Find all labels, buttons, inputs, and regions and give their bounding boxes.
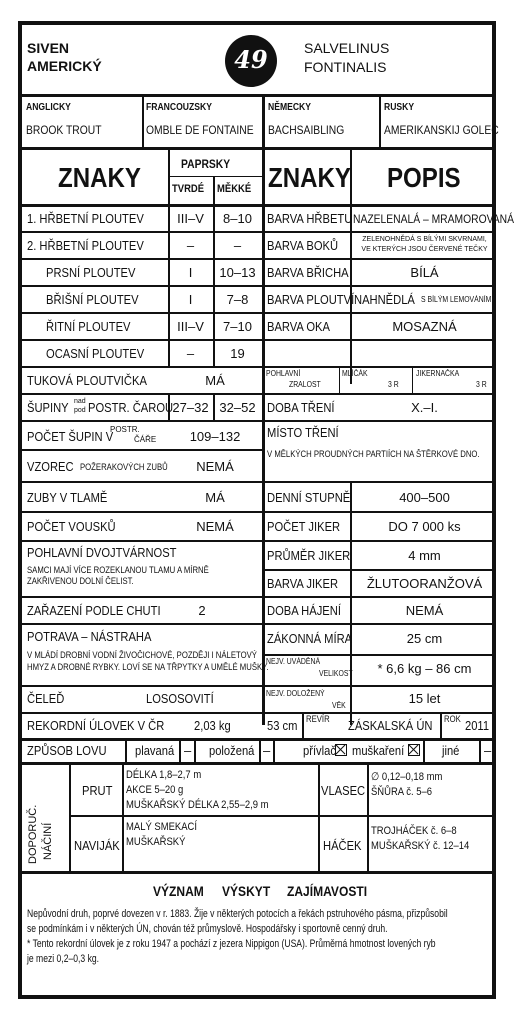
rod-line-3: MUŠKAŘSKÝ DÉLKA 2,55–2,9 m <box>126 799 269 811</box>
fin-hard-pectoral: I <box>188 265 193 280</box>
fin-soft-dorsal-2: – <box>233 238 242 253</box>
divider <box>22 685 262 687</box>
method-item-label: položená <box>209 743 255 758</box>
legal-size-value: 25 cm <box>406 631 443 646</box>
divider <box>22 258 262 260</box>
egg-count-value: DO 7 000 ks <box>388 519 461 534</box>
divider <box>69 815 492 817</box>
latin-name-line-1: SALVELINUS <box>304 40 390 56</box>
tackle-side-label-2: NÁČINÍ <box>42 822 54 860</box>
info-line: Nepůvodní druh, poprvé dovezen v r. 1883. Žije v některých potocích a řekách pstruhového pásma, přizpůsobil <box>27 908 448 920</box>
tackle-side-label-1: DOPORUČ. <box>27 804 39 864</box>
taste-label: ZAŘAZENÍ PODLE CHUTI <box>27 603 161 618</box>
name-french: OMBLE DE FONTAINE <box>146 123 254 137</box>
spawn-place-label: MÍSTO TŘENÍ <box>267 425 339 440</box>
maturity-label-b: ZRALOST <box>289 380 321 389</box>
method-item-label: jiné <box>442 743 460 758</box>
line-line-2: ŠŇŮRA č. 5–6 <box>371 786 432 798</box>
barbels-label: POČET VOUSKŮ <box>27 519 116 534</box>
info-heading-2: VÝSKYT <box>222 883 271 899</box>
divider <box>22 393 262 395</box>
czech-name-line-1: SIVEN <box>27 40 70 56</box>
roe-value: 3 R <box>476 380 487 389</box>
adipose-value: MÁ <box>205 373 225 388</box>
divider <box>423 740 425 762</box>
divider <box>262 231 492 233</box>
method-mark: – <box>184 743 192 758</box>
max-age-label-b: VĚK <box>332 701 346 710</box>
dimorphism-label: POHLAVNÍ DVOJTVÁRNOST <box>27 545 177 560</box>
degree-days-label: DENNÍ STUPNĚ <box>267 490 351 505</box>
teeth-label: ZUBY V TLAMĚ <box>27 490 108 505</box>
lang-label-french: FRANCOUZSKY <box>146 102 212 113</box>
method-checked-icon <box>408 744 420 756</box>
divider <box>22 762 492 765</box>
scales-below-value: 32–52 <box>219 400 256 415</box>
name-english: BROOK TROUT <box>26 123 102 137</box>
divider <box>122 764 124 871</box>
scale-count-sup: POSTR. <box>110 425 140 434</box>
divider <box>318 764 320 871</box>
roe-label: JIKERNAČKA <box>416 369 460 378</box>
divider <box>262 596 492 598</box>
divider <box>179 740 181 762</box>
method-mark: – <box>484 743 492 758</box>
right-heading-znaky: ZNAKY <box>268 162 351 193</box>
divider <box>262 685 492 687</box>
lang-label-english: ANGLICKY <box>26 102 71 113</box>
divider <box>22 449 262 451</box>
record-year-value: 2011 <box>465 718 490 733</box>
max-age-value: 15 let <box>408 691 441 706</box>
divider <box>367 764 369 871</box>
egg-color-label: BARVA JIKER <box>267 576 339 591</box>
divider <box>22 285 262 287</box>
divider <box>262 481 492 483</box>
divider <box>22 147 492 150</box>
hook-line-2: MUŠKAŘSKÝ č. 12–14 <box>371 840 470 852</box>
divider <box>22 231 262 233</box>
eye-color-value: MOSAZNÁ <box>392 319 457 334</box>
reel-label: NAVIJÁK <box>74 838 120 853</box>
milt-value: 3 R <box>388 380 399 389</box>
back-color-label: BARVA HŘBETU <box>267 211 353 226</box>
formula-label: VZOREC <box>27 459 74 474</box>
divider <box>262 540 492 542</box>
scales-label-b: POSTR. ČAROU <box>88 400 174 415</box>
record-weight: 2,03 kg <box>194 718 231 733</box>
fin-soft-ventral: 7–8 <box>226 292 249 307</box>
record-revir-label: REVÍR <box>306 714 330 724</box>
lang-label-german: NĚMECKY <box>268 102 312 113</box>
fin-hard-dorsal-2: – <box>186 238 195 253</box>
heading-tvrde: TVRDÉ <box>172 183 205 195</box>
right-heading-popis: POPIS <box>387 162 461 193</box>
tackle-side-label <box>22 764 69 871</box>
divider <box>262 623 492 625</box>
divider <box>22 339 262 341</box>
scale-count-value: 109–132 <box>189 429 241 444</box>
card-number-badge <box>225 35 277 87</box>
food-label: POTRAVA – NÁSTRAHA <box>27 629 152 644</box>
rod-line-1: DÉLKA 1,8–2,7 m <box>126 769 202 781</box>
divider <box>259 740 261 762</box>
scale-count-sub: ČÁŘE <box>134 435 157 444</box>
teeth-value: MÁ <box>205 490 225 505</box>
sides-color-value-1: ZELENOHNĚDÁ S BÍLÝMI SKVRNAMI, <box>362 236 487 243</box>
degree-days-value: 400–500 <box>399 490 450 505</box>
divider <box>262 339 492 341</box>
fin-label-ventral: BŘIŠNÍ PLOUTEV <box>46 292 139 307</box>
heading-paprsky: PAPRSKY <box>181 157 231 171</box>
belly-color-label: BARVA BŘICHA <box>267 265 349 280</box>
fin-soft-pectoral: 10–13 <box>219 265 256 280</box>
divider <box>22 540 262 542</box>
divider <box>379 96 381 147</box>
hook-line-1: TROJHÁČEK č. 6–8 <box>371 825 457 837</box>
fin-soft-anal: 7–10 <box>223 319 252 334</box>
spawn-time-label: DOBA TŘENÍ <box>267 400 335 415</box>
rod-label: PRUT <box>82 783 113 798</box>
divider <box>22 511 262 513</box>
info-heading-1: VÝZNAM <box>153 883 204 899</box>
record-label: REKORDNÍ ÚLOVEK V ČR <box>27 718 165 733</box>
fin-hard-dorsal-1: III–V <box>177 211 204 226</box>
name-german: BACHSAIBLING <box>268 123 345 137</box>
fins-color-small: S BÍLÝM LEMOVÁNÍM <box>421 295 492 304</box>
scales-above-value: 27–32 <box>172 400 209 415</box>
divider <box>142 96 144 147</box>
divider <box>262 569 492 571</box>
divider <box>22 712 492 714</box>
closed-season-value: NEMÁ <box>405 603 444 618</box>
formula-small: POŽERAKOVÝCH ZUBŮ <box>80 462 168 472</box>
max-size-value: * 6,6 kg – 86 cm <box>377 661 472 676</box>
left-heading-znaky: ZNAKY <box>58 162 141 193</box>
card-number: 49 <box>234 45 268 74</box>
record-length: 53 cm <box>267 718 298 733</box>
eye-color-label: BARVA OKA <box>267 319 330 334</box>
line-line-1: ∅ 0,12–0,18 mm <box>371 771 443 783</box>
maturity-label-a: POHLAVNÍ <box>266 369 301 378</box>
divider <box>69 764 71 871</box>
fin-hard-anal: III–V <box>177 319 204 334</box>
scale-count-label: POČET ŠUPIN V <box>27 429 114 444</box>
method-item-label: plavaná <box>135 743 175 758</box>
divider <box>22 623 262 625</box>
taste-value: 2 <box>198 603 206 618</box>
name-russian: AMERIKANSKIJ GOLEC <box>384 123 499 137</box>
czech-name-line-2: AMERICKÝ <box>27 58 102 74</box>
divider <box>440 712 442 738</box>
info-heading-3: ZAJÍMAVOSTI <box>287 883 368 899</box>
reel-line-2: MUŠKAŘSKÝ <box>126 836 186 848</box>
divider <box>412 366 413 393</box>
fin-soft-caudal: 19 <box>230 346 245 361</box>
divider <box>350 149 352 204</box>
divider <box>350 481 352 725</box>
egg-count-label: POČET JIKER <box>267 519 341 534</box>
info-line: * Tento rekordní úlovek je z roku 1947 a pochází z jezera Nippigon (USA). Průměrná hmotnost lovených ryb <box>27 938 436 950</box>
legal-size-label: ZÁKONNÁ MÍRA <box>267 631 353 646</box>
formula-value: NEMÁ <box>196 459 234 474</box>
food-text-1: V MLÁDÍ DROBNÍ VODNÍ ŽIVOČICHOVÉ, POZDĚJI I NÁLETOVÝ <box>27 650 257 660</box>
divider <box>22 596 262 598</box>
max-size-label-b: VELIKOST <box>319 669 353 678</box>
family-value: LOSOSOVITÍ <box>146 691 214 706</box>
latin-name-line-2: FONTINALIS <box>304 59 387 75</box>
adipose-label: TUKOVÁ PLOUTVIČKA <box>27 373 147 388</box>
divider <box>262 654 492 656</box>
divider <box>339 366 340 393</box>
method-checked-icon <box>335 744 347 756</box>
spawn-place-text: V MĚLKÝCH PROUDNÝCH PARTIÍCH NA ŠTĚRKOVÉ DNO. <box>267 449 480 459</box>
info-line: je mezi 0,2–0,3 kg. <box>27 953 100 965</box>
family-label: ČELEĎ <box>27 691 65 706</box>
divider <box>262 149 265 725</box>
info-line: se podmínkám i v některých ÚN, chován též průmyslově. Hospodářsky i sportovně cenný druh. <box>27 923 388 935</box>
fin-hard-caudal: – <box>186 346 195 361</box>
fin-soft-dorsal-1: 8–10 <box>223 211 252 226</box>
food-text-2: HMYZ A DROBNÉ RYBKY. LOVÍ SE NA TŘPYTKY A UMĚLÉ MUŠKY. <box>27 662 269 672</box>
fins-color-value: NAHNĚDLÁ <box>354 292 415 307</box>
divider <box>22 871 492 874</box>
egg-color-value: ŽLUTOORANŽOVÁ <box>366 576 483 591</box>
divider <box>262 312 492 314</box>
divider <box>273 740 275 762</box>
divider <box>22 94 492 97</box>
egg-diameter-label: PRŮMĚR JIKER <box>267 548 351 563</box>
dimorphism-text-2: ZAKŘIVENOU DOLNÍ ČELIST. <box>27 576 134 586</box>
divider <box>194 740 196 762</box>
divider <box>22 312 262 314</box>
barbels-value: NEMÁ <box>196 519 234 534</box>
fish-card <box>18 21 514 999</box>
fin-label-dorsal-2: 2. HŘBETNÍ PLOUTEV <box>27 238 144 253</box>
divider <box>262 96 265 147</box>
lang-label-russian: RUSKY <box>384 102 415 113</box>
spawn-time-value: X.–I. <box>411 400 438 415</box>
method-item-label: muškaření <box>352 743 405 758</box>
back-color-value: NAZELENALÁ – MRAMOROVANÁ <box>353 212 514 226</box>
divider <box>125 740 127 762</box>
divider <box>22 420 262 422</box>
method-label: ZPŮSOB LOVU <box>27 743 107 758</box>
fin-label-dorsal-1: 1. HŘBETNÍ PLOUTEV <box>27 211 144 226</box>
divider <box>262 258 492 260</box>
divider <box>168 176 262 177</box>
divider <box>22 366 262 368</box>
divider <box>262 511 492 513</box>
dimorphism-text-1: SAMCI MAJÍ VÍCE ROZEKLANOU TLAMU A MÍRNĚ <box>27 565 209 575</box>
record-year-label: ROK <box>444 714 461 724</box>
reel-line-1: MALÝ SMEKACÍ <box>126 821 197 833</box>
closed-season-label: DOBA HÁJENÍ <box>267 603 341 618</box>
heading-mekke: MĚKKÉ <box>217 183 252 195</box>
sides-color-label: BARVA BOKŮ <box>267 238 339 253</box>
scales-label: ŠUPINY <box>27 400 69 415</box>
divider <box>262 285 492 287</box>
divider <box>302 712 304 738</box>
hook-label: HÁČEK <box>323 838 362 853</box>
divider <box>262 420 492 422</box>
fins-color-label: BARVA PLOUTVÍ <box>267 292 355 307</box>
max-size-label-a: NEJV. UVÁDĚNÁ <box>266 657 321 666</box>
divider <box>262 366 492 368</box>
method-item-label: přívlač <box>303 743 336 758</box>
rod-line-2: AKCE 5–20 g <box>126 784 184 796</box>
divider <box>479 740 481 762</box>
divider <box>22 481 262 483</box>
belly-color-value: BÍLÁ <box>410 265 439 280</box>
milt-label: MLÍČÁK <box>342 369 368 378</box>
egg-diameter-value: 4 mm <box>408 548 441 563</box>
divider <box>262 393 492 395</box>
fin-label-pectoral: PRSNÍ PLOUTEV <box>46 265 136 280</box>
scales-sup: nad <box>74 398 86 405</box>
divider <box>22 738 492 741</box>
record-revir-value: ZÁSKALSKÁ ÚN <box>348 718 433 733</box>
fin-hard-ventral: I <box>188 292 193 307</box>
divider <box>22 204 492 207</box>
fin-label-caudal: OCASNÍ PLOUTEV <box>46 346 145 361</box>
max-age-label-a: NEJV. DOLOŽENÝ <box>266 689 325 698</box>
sides-color-value-2: VE KTERÝCH JSOU ČERVENÉ TEČKY <box>361 246 488 253</box>
fin-label-anal: ŘITNÍ PLOUTEV <box>46 319 131 334</box>
method-mark: – <box>263 743 271 758</box>
line-label: VLASEC <box>321 783 366 798</box>
scales-sub: pod <box>74 407 86 414</box>
